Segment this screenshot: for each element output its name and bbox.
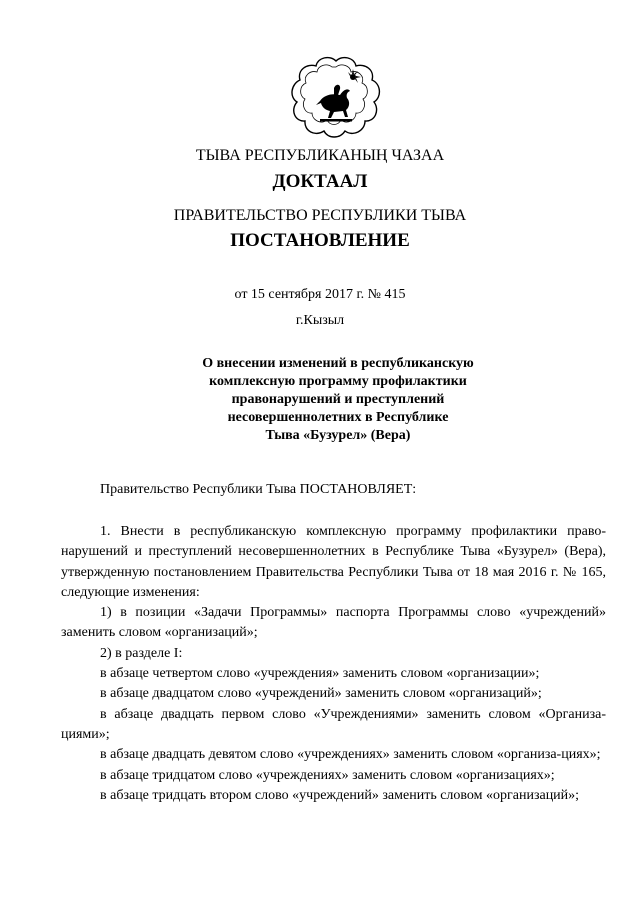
paragraph: в абзаце тридцатом слово «учреждениях» заменить словом «организациях»; [100, 767, 555, 783]
tyva-coat-of-arms-icon [290, 55, 382, 139]
government-name: ПРАВИТЕЛЬСТВО РЕСПУБЛИКИ ТЫВА [173, 207, 467, 224]
paragraph: в абзаце двадцатом слово «учреждений» заменить словом «организаций»; [100, 686, 542, 702]
title-line: несовершеннолетних в Республике [227, 410, 449, 425]
doc-type: ПОСТАНОВЛЕНИЕ [230, 230, 410, 251]
title-line: комплексную программу профилактики [209, 374, 467, 389]
document-date-number: от 15 сентября 2017 г. № 415 [234, 287, 406, 302]
title-line: О внесении изменений в республиканскую [202, 356, 474, 371]
doc-type-tyva: ДОКТААЛ [272, 171, 368, 192]
preamble: Правительство Республики Тыва ПОСТАНОВЛЯЕТ: [100, 482, 417, 497]
body-text [61, 522, 606, 806]
paragraph: в абзаце двадцать первом слово «Учреждениями» заменить словом «Организа-циями»; [61, 706, 606, 742]
title-line: правонарушений и преступлений [231, 392, 445, 407]
tyva-government-name: ТЫВА РЕСПУБЛИКАНЫҢ ЧАЗАА [195, 147, 445, 164]
title-line: Тыва «Бузурел» (Вера) [265, 428, 411, 443]
document-city: г.Кызыл [295, 313, 345, 328]
paragraph: в абзаце двадцать девятом слово «учреждениях» заменить словом «организа-циях»; [100, 747, 601, 763]
paragraph: в абзаце четвертом слово «учреждения» заменить словом «организации»; [100, 666, 540, 682]
paragraph: 1) в позиции «Задачи Программы» паспорта Программы слово «учреждений» заменить словом «организаций»; [61, 605, 606, 641]
paragraph: в абзаце тридцать втором слово «учреждений» заменить словом «организаций»; [100, 787, 580, 803]
paragraph: 2) в разделе I: [100, 645, 183, 661]
document-title [150, 355, 526, 445]
paragraph: 1. Внести в республиканскую комплексную программу профилактики право-нарушений и преступлений несовершеннолетних в Республике Тыва «Бузурел» (Вера), утвержденную постановлением Правительства Республики Тыва от 18 мая 2016 г. № 165, следующие изменения: [61, 524, 606, 600]
